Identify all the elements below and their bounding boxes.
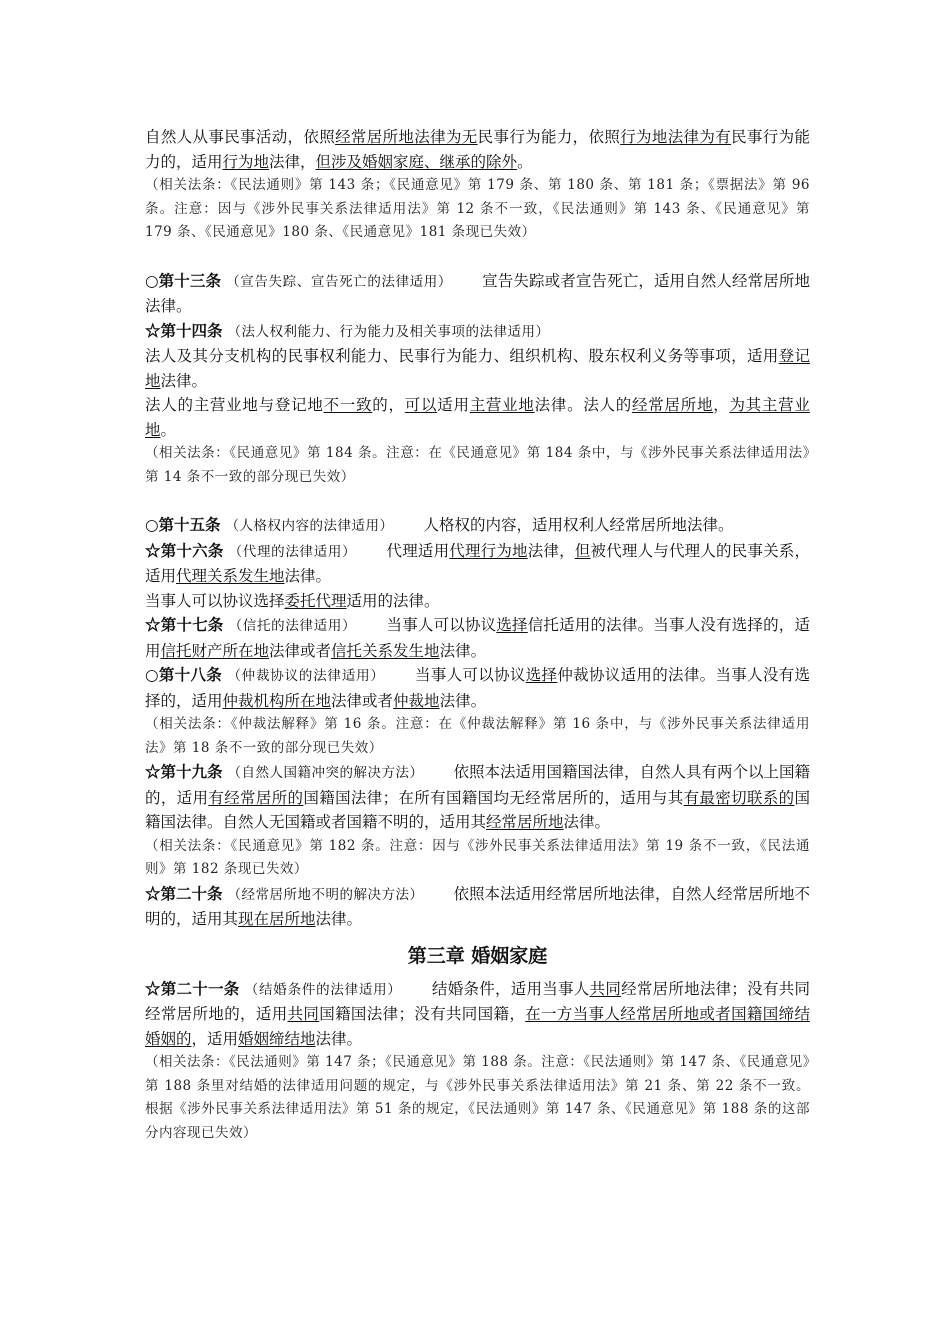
article-14-heading <box>145 319 810 345</box>
underlined-text: 信托财产所在地 <box>160 641 270 660</box>
text: 法律， <box>527 541 575 560</box>
text: 法律。法人的 <box>534 396 633 414</box>
text: 法律。 <box>315 910 363 928</box>
article-mark: ☆ <box>145 978 161 998</box>
text: 结婚条件，适用当事人 <box>431 979 590 998</box>
article-number: 第十九条 <box>160 762 223 781</box>
underlined-text: 登记地 <box>145 347 810 390</box>
related-law-note: （相关法条：《仲裁法解释》第 16 条。注意：在《仲裁法解释》第 16 条中，与《涉外民事关系法律适用法》第 18 条不一致的部分现已失效） <box>145 716 810 756</box>
underlined-text: 行为地 <box>222 152 270 171</box>
article-18 <box>145 663 810 713</box>
article-mark: ☆ <box>145 762 161 781</box>
text: 当事人可以协议选择 <box>145 591 285 610</box>
underlined-text: 婚姻缔结地 <box>238 1029 316 1048</box>
text: 法律， <box>269 152 316 171</box>
article-title: （代理的法律适用） <box>228 543 357 560</box>
text: 民事行为能力的，适用 <box>145 128 810 171</box>
text: ， <box>713 396 730 414</box>
related-law-note: （相关法条：《民通意见》第 182 条。注意：因与《涉外民事关系法律适用法》第 19 条不一致，《民法通则》第 182 条现已失效） <box>145 837 810 877</box>
text: 经常居所地法律；没有共同经常居所地的，适用 <box>145 979 810 1023</box>
underlined-text: 共同 <box>589 979 622 998</box>
article-title: （经常居所地不明的解决方法） <box>227 886 424 903</box>
article-number: 第二十条 <box>160 883 223 903</box>
underlined-text: 但 <box>574 541 591 560</box>
text: 依照本法适用经常居所地法律，自然人经常居所地不明的，适用其 <box>145 884 810 928</box>
paragraph-capacity <box>145 125 810 174</box>
text: 当事人可以协议 <box>414 666 526 684</box>
article-mark: ☆ <box>145 883 161 903</box>
underlined-text: 委托代理 <box>284 591 347 610</box>
article-number: 第十七条 <box>160 615 224 634</box>
article-number: 第十五条 <box>158 515 221 534</box>
article-number: 第二十一条 <box>160 978 240 998</box>
article-mark: ☆ <box>145 540 161 560</box>
article-title: （信托的法律适用） <box>228 618 357 634</box>
underlined-text: 选择 <box>525 666 558 684</box>
text: 法律。 <box>315 1029 363 1048</box>
text: 的， <box>372 396 405 414</box>
article-number: 第十三条 <box>158 270 222 290</box>
text: 代理适用 <box>386 541 450 560</box>
text: 国籍国法律。自然人无国籍或者国籍不明的，适用其 <box>145 788 810 831</box>
underlined-text: 代理行为地 <box>449 541 528 560</box>
underlined-text: 仲裁机构所在地 <box>222 691 332 710</box>
related-law-note: （相关法条：《民法通则》第 143 条；《民通意见》第 179 条、第 180 条、第 181 条；《票据法》第 96 条。注意：因与《涉外民事关系法律适用法》第 12 条不一致，《民法通则》第 143 条、《民通意见》第 179 条、《民通意见》180 条、《民通意见》181 条现已失效） <box>145 177 810 240</box>
article-title: （仲裁协议的法律适用） <box>227 668 385 684</box>
underlined-text: 有经常居所的 <box>208 788 304 807</box>
article-title: （宣告失踪、宣告死亡的法律适用） <box>226 273 453 290</box>
article-16-para-2 <box>145 589 810 614</box>
underlined-text: 经常居所地法律为无 <box>335 128 478 146</box>
text: 适用 <box>437 396 470 414</box>
underlined-text: 行为地法律为有 <box>620 128 732 146</box>
article-19 <box>145 760 810 835</box>
spacer <box>145 489 810 513</box>
article-number: 第十六条 <box>160 540 224 560</box>
text: ，适用 <box>191 1029 239 1048</box>
article-16 <box>145 539 810 589</box>
underlined-text: 不一致 <box>323 396 373 414</box>
related-law-note: （相关法条：《民法通则》第 147 条；《民通意见》第 188 条。注意：《民法通则》第 147 条、《民通意见》第 188 条里对结婚的法律适用问题的规定，与《涉外民事关系法律适用法》第 21 条、第 22 条不一致。根据《涉外民事关系法律适用法》第 51 条的规定，《民法通则》第 147 条、《民通意见》第 188 条的这部分内容现已失效） <box>145 1054 810 1141</box>
underlined-text: 选择 <box>496 616 528 634</box>
text: 自然人从事民事活动，依照 <box>145 128 336 146</box>
text: 被代理人与代理人的民事关系，适用 <box>145 541 810 585</box>
article-mark: ○ <box>145 515 159 534</box>
article-mark: ☆ <box>145 320 161 340</box>
article-number: 第十八条 <box>158 665 223 684</box>
article-title: （自然人国籍冲突的解决方法） <box>227 765 424 781</box>
underlined-text: 经常居所地 <box>486 813 564 831</box>
text: 当事人可以协议 <box>386 616 497 634</box>
underlined-text: 主营业地 <box>469 396 535 414</box>
underlined-text: 代理关系发生地 <box>176 567 285 585</box>
text: 适用的法律。 <box>346 591 440 610</box>
underlined-text: 可以 <box>404 396 438 414</box>
text: 国籍国法律；在所有国籍国均无经常居所的，适用与其 <box>303 788 684 807</box>
underlined-text: 有最密切联系的 <box>683 788 795 807</box>
underlined-text: 为其主营业地 <box>145 396 810 439</box>
article-mark: ☆ <box>145 615 161 634</box>
text: 法人及其分支机构的民事权利能力、民事行为能力、组织机构、股东权利义务等事项，适用 <box>145 347 779 365</box>
underlined-text: 经常居所地 <box>632 396 714 414</box>
text: 信托适用的法律。当事人没有选择的，适用 <box>145 616 810 660</box>
article-text: 人格权的内容，适用权利人经常居所地法律。 <box>423 516 734 534</box>
text: 法律。 <box>439 691 487 710</box>
underlined-text: 现在居所地 <box>238 910 316 928</box>
article-number: 第十四条 <box>160 320 223 340</box>
underlined-text: 信托关系发生地 <box>331 641 440 660</box>
text: 法律。 <box>160 371 208 390</box>
text: 法律。 <box>439 641 487 660</box>
underlined-text: 仲裁地 <box>393 691 440 710</box>
underlined-text: 但涉及婚姻家庭、继承的除外 <box>315 152 518 171</box>
article-mark: ○ <box>145 270 159 290</box>
underlined-text: 共同 <box>287 1005 320 1023</box>
article-title: （人格权内容的法律适用） <box>225 518 394 534</box>
text: 仲裁协议适用的法律。当事人没有选择的，适用 <box>145 666 810 710</box>
text: 依照本法适用国籍国法律，自然人具有两个以上国籍的，适用 <box>145 763 810 807</box>
article-13 <box>145 269 810 319</box>
text: 法律或者 <box>269 641 332 660</box>
spacer <box>145 245 810 269</box>
article-mark: ○ <box>145 665 159 684</box>
article-text: 宣告失踪或者宣告死亡，适用自然人经常居所地法律。 <box>145 271 810 315</box>
article-15 <box>145 513 810 539</box>
article-14-para-2 <box>145 393 810 442</box>
text: 法律。 <box>563 813 611 831</box>
document-body <box>145 125 810 1145</box>
text: 法律或者 <box>331 691 394 710</box>
article-title: （结婚条件的法律适用） <box>244 981 402 998</box>
underlined-text: 在一方当事人经常居所地或者国籍国缔结婚姻的 <box>145 1005 810 1048</box>
text: 。 <box>517 152 533 171</box>
text: 。 <box>160 420 177 439</box>
article-21 <box>145 977 810 1052</box>
text: 国籍国法律；没有共同国籍， <box>319 1005 526 1023</box>
article-title: （法人权利能力、行为能力及相关事项的法律适用） <box>227 323 550 340</box>
text: 法律。 <box>284 567 332 585</box>
related-law-note: （相关法条：《民通意见》第 184 条。注意：在《民通意见》第 184 条中，与《涉外民事关系法律适用法》第 14 条不一致的部分现已失效） <box>145 445 810 485</box>
article-20 <box>145 882 810 932</box>
article-14-para-1 <box>145 344 810 393</box>
article-17 <box>145 613 810 663</box>
text: 民事行为能力，依照 <box>477 128 621 146</box>
chapter-heading: 第三章 婚姻家庭 <box>407 944 548 967</box>
text: 法人的主营业地与登记地 <box>145 396 324 414</box>
